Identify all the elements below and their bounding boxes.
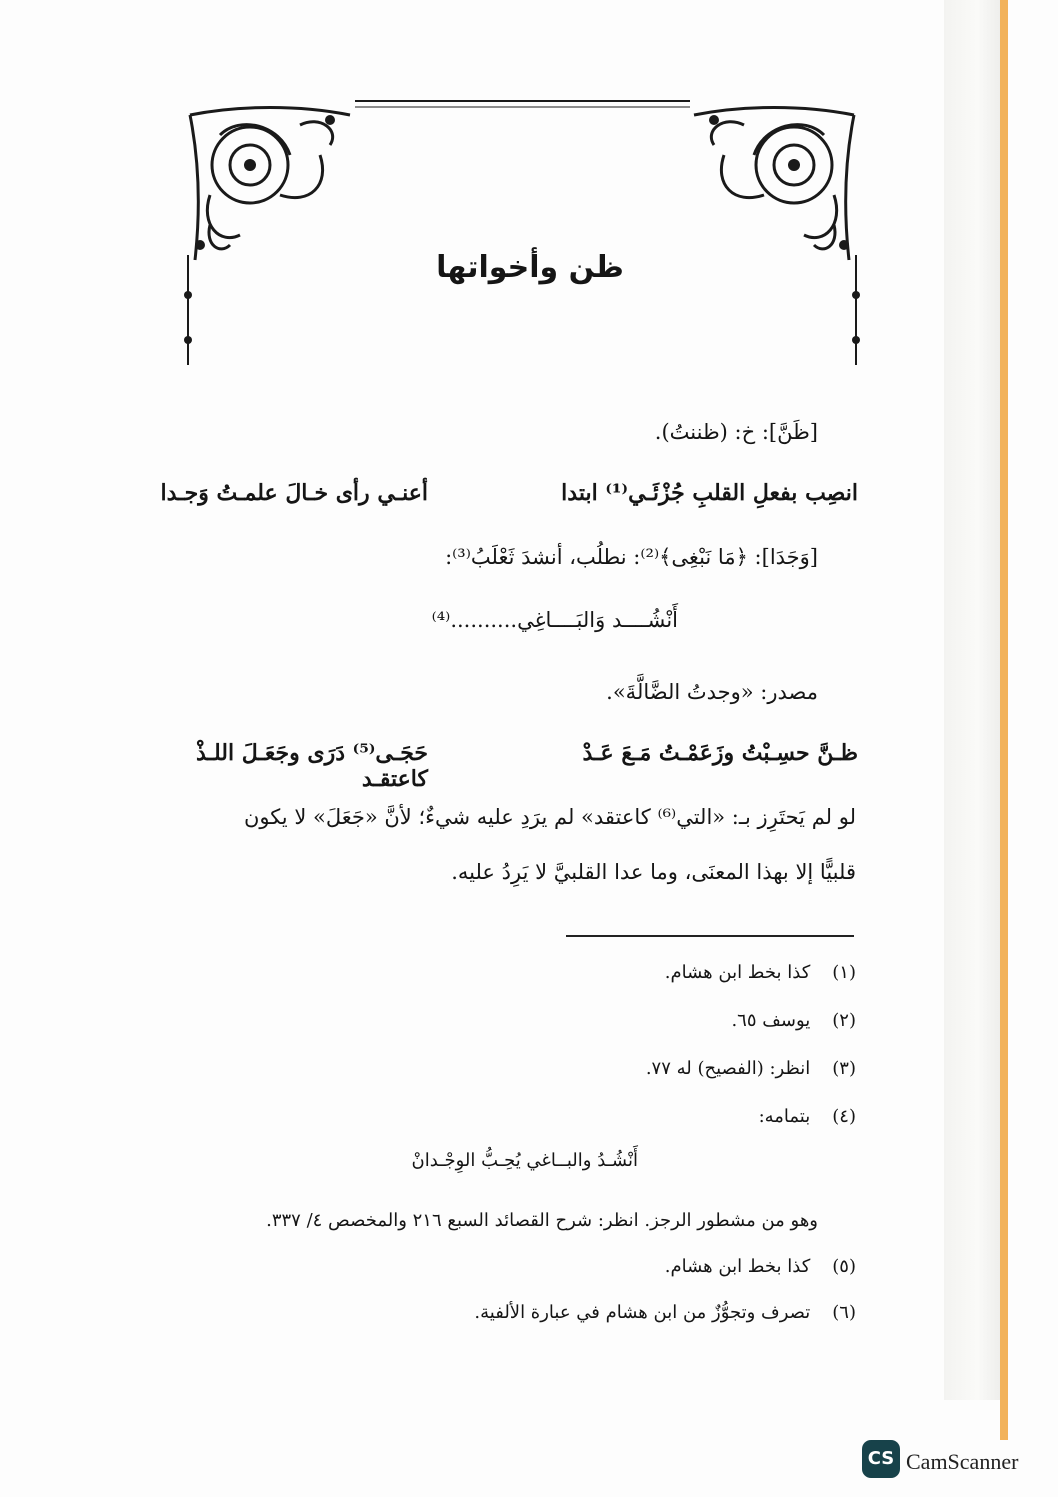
- footnote-number: (٢): [832, 1010, 856, 1031]
- footnote-5: [256, 1256, 856, 1277]
- verse2-second-hemistich: حَجَـى⁽⁵⁾ دَرَى وجَعَـلَ اللـذْ كاعتقـد: [196, 740, 428, 792]
- book-edge: [1000, 0, 1008, 1440]
- footnote-text: تصرف وتجوُّزٌ من ابن هشام في عبارة الألفية.: [474, 1302, 811, 1323]
- quoted-verse-fragment: أَنْشُــــد وَالبَــــاغِي..........⁽⁴⁾: [431, 608, 678, 632]
- footnote-number: (٦): [832, 1302, 856, 1323]
- verse1-first-hemistich: انصِب بفعلِ القلبِ جُزْئَـي⁽¹⁾ ابتدا: [561, 480, 858, 506]
- footnote-4: [256, 1106, 856, 1127]
- footnote-text: كذا بخط ابن هشام.: [664, 1256, 811, 1277]
- footnote-number: (١): [832, 962, 856, 983]
- camscanner-logo-icon: CS: [862, 1440, 900, 1478]
- ornamental-frame: [180, 95, 864, 375]
- footnote-4-verse: أَنْشُـدُ والبــاغي يُحِـبُّ الوِجْـدانْ: [411, 1150, 638, 1171]
- footnote-text: كذا بخط ابن هشام.: [664, 962, 811, 983]
- intro-line: [ظَنَّ]: خ: (ظننتُ).: [654, 420, 818, 444]
- book-spine-shadow: [944, 0, 1000, 1400]
- footnote-text: بتمامه:: [758, 1106, 811, 1127]
- commentary-line-2: قلبيًّا إلا بهذا المعنَى، وما عدا القلبيَّ لا يَرِدُ عليه.: [451, 860, 856, 884]
- footnote-number: (٣): [832, 1058, 856, 1079]
- footnote-3: [256, 1058, 856, 1079]
- camscanner-label: CamScanner: [906, 1449, 1019, 1474]
- verse1-second-hemistich: أعنـي رأى خـالَ علمـتُ وَجـدا: [160, 480, 428, 506]
- footnote-text: يوسف ٦٥.: [731, 1010, 811, 1031]
- footnote-4-source: وهو من مشطور الرجز. انظر: شرح القصائد السبع ٢١٦ والمخصص ٤/ ٣٣٧.: [266, 1210, 818, 1231]
- page-margin: [1008, 0, 1058, 1497]
- footnote-2: [256, 1010, 856, 1031]
- corner-ornament-right: [684, 95, 864, 265]
- footnote-number: (٤): [832, 1106, 856, 1127]
- commentary-line-1: لو لم يَحتَرِز بـ: «التي⁽⁶⁾ كاعتقد» لم يرَدِ عليه شيءٌ؛ لأنَّ «جَعَلَ» لا يكون: [243, 805, 856, 829]
- footnote-separator: [566, 935, 854, 937]
- corner-ornament-left: [180, 95, 360, 265]
- footnote-1: [256, 962, 856, 983]
- chapter-title: ظن وأخواتها: [436, 250, 624, 285]
- footnote-text: انظر: (الفصيح) له ٧٧.: [645, 1058, 811, 1079]
- footnote-6: [256, 1302, 856, 1323]
- wajada-line: [وَجَدَا]: ﴿مَا نَبْغِى﴾⁽²⁾: نطلُب، أنشدَ ثَعْلَبُ⁽³⁾:: [445, 545, 818, 569]
- masdar-line: مصدر: «وجدتُ الضَّالَّةَ».: [606, 680, 818, 704]
- footnote-number: (٥): [832, 1256, 856, 1277]
- verse2-first-hemistich: ظـنَّ حسِـبْتُ وزَعَمْـتُ مَـعَ عَـدْ: [582, 740, 858, 766]
